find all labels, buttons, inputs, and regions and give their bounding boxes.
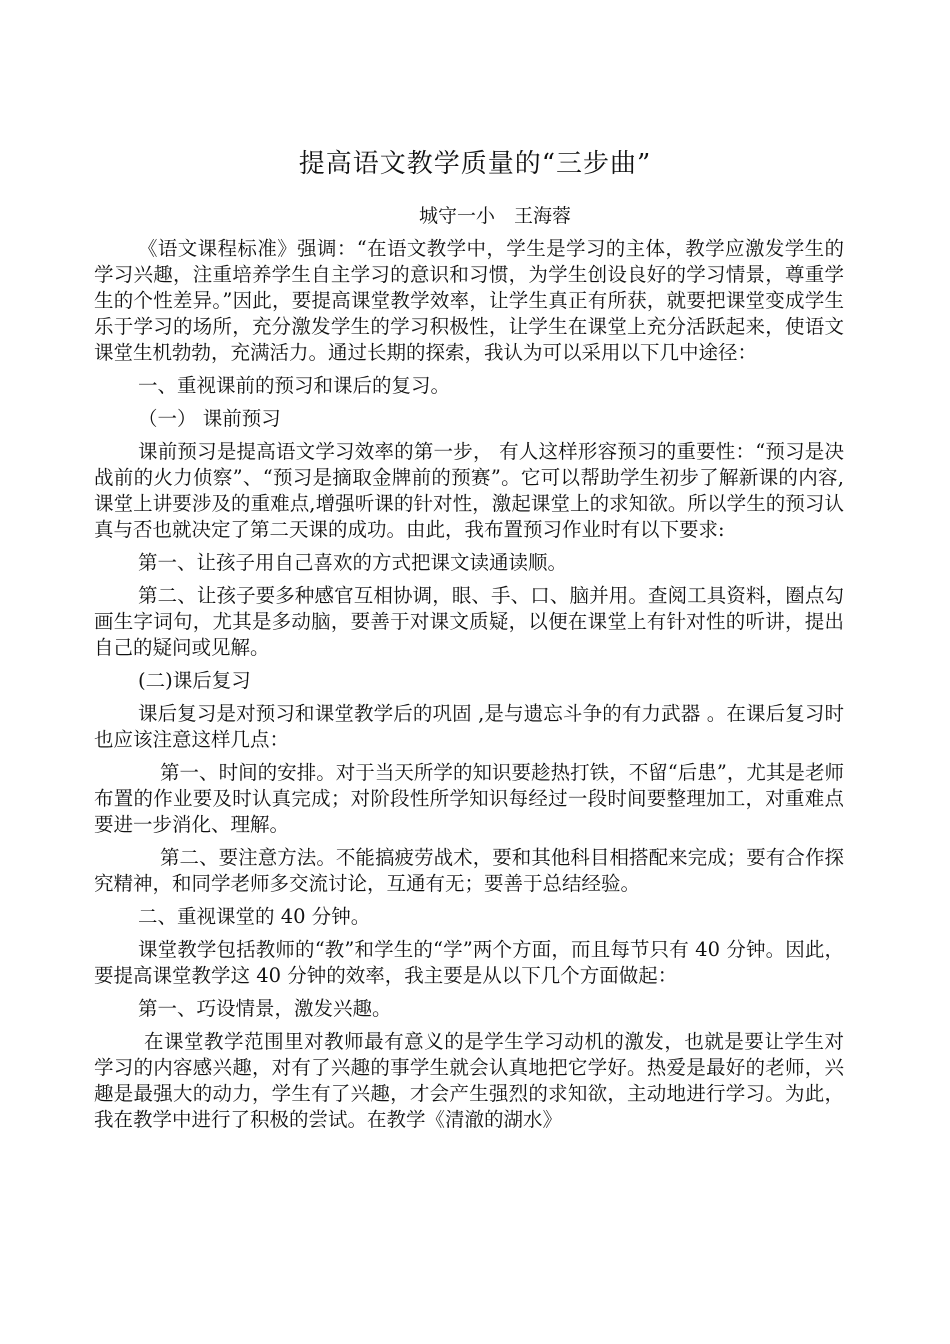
- paragraph-classroom-point-1: 第一、巧设情景，激发兴趣。: [138, 997, 392, 1020]
- paragraph-review-point-2: 第二、要注意方法。不能搞疲劳战术，要和其他科目相搭配来完成；要有合作探究精神，和同学老师多交流讨论，互通有无；要善于总结经验。: [94, 846, 844, 895]
- document-title: 提高语文教学质量的“三步曲”: [298, 149, 652, 179]
- subheading-review: (二)课后复习: [138, 669, 251, 692]
- paragraph-preview-point-2: 第二、让孩子要多种感官互相协调，眼、手、口、脑并用。查阅工具资料，圈点勾画生字词句，尤其是多动脑，要善于对课文质疑，以便在课堂上有针对性的听讲，提出自己的疑问或见解。: [94, 584, 844, 659]
- heading-section-1: 一、重视课前的预习和课后的复习。: [138, 374, 451, 397]
- paragraph-intro: 《语文课程标准》强调：“在语文教学中，学生是学习的主体，教学应激发学生的学习兴趣，注重培养学生自主学习的意识和习惯，为学生创设良好的学习情景，尊重学生的个性差异。”因此，要提高课堂教学效率，让学生真正有所获，就要把课堂变成学生乐于学习的场所，充分激发学生的学习积极性，让学生在课堂上充分活跃起来，使语文课堂生机勃勃，充满活力。通过长期的探索，我认为可以采用以下几中途径：: [94, 237, 844, 364]
- document-author: 城守一小 王海蓉: [418, 205, 571, 227]
- document-body: [94, 236, 844, 1140]
- paragraph-preview-point-1: 第一、让孩子用自己喜欢的方式把课文读通读顺。: [138, 551, 568, 574]
- subheading-preview: （一） 课前预习: [138, 407, 281, 430]
- paragraph-classroom: 课堂教学包括教师的“教”和学生的“学”两个方面，而且每节只有 40 分钟。因此，要提高课堂教学这 40 分钟的效率，我主要是从以下几个方面做起：: [94, 938, 844, 987]
- paragraph-interest: 在课堂教学范围里对教师最有意义的是学生学习动机的激发，也就是要让学生对学习的内容感兴趣，对有了兴趣的事学生就会认真地把它学好。热爱是最好的老师，兴趣是最强大的动力，学生有了兴趣，才会产生强烈的求知欲，主动地进行学习。为此，我在教学中进行了积极的尝试。在教学《清澈的湖水》: [94, 1030, 844, 1131]
- paragraph-preview: 课前预习是提高语文学习效率的第一步， 有人这样形容预习的重要性：“预习是决战前的火力侦察”、“预习是摘取金牌前的预赛”。它可以帮助学生初步了解新课的内容,课堂上讲要涉及的重难点,增强听课的针对性，激起课堂上的求知欲。所以学生的预习认真与否也就决定了第二天课的成功。由此，我布置预习作业时有以下要求:: [94, 440, 844, 541]
- paragraph-review: 课后复习是对预习和课堂教学后的巩固 ,是与遗忘斗争的有力武器 。在课后复习时也应该注意这样几点：: [94, 702, 844, 751]
- paragraph-review-point-1: 第一、时间的安排。对于当天所学的知识要趁热打铁，不留“后患”，尤其是老师布置的作业要及时认真完成；对阶段性所学知识每经过一段时间要整理加工，对重难点要进一步消化、理解。: [94, 761, 844, 836]
- heading-section-2: 二、重视课堂的 40 分钟。: [138, 905, 371, 928]
